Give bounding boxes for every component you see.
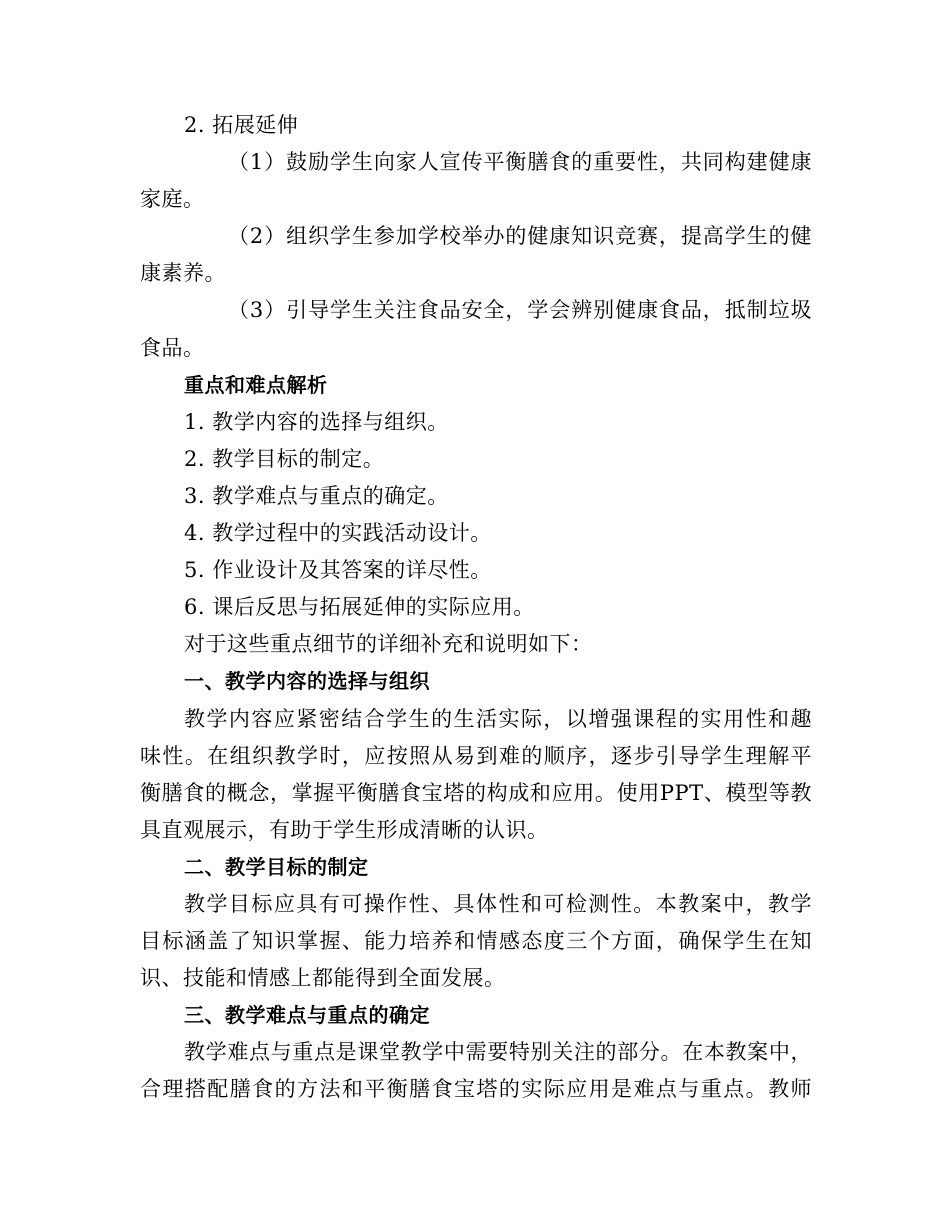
paragraph-line: 康素养。 [140,261,226,286]
document-body [140,107,812,1109]
paragraph-line: 味性。在组织教学时，应按照从易到难的顺序，逐步引导学生理解平 [140,743,812,768]
section-heading: 重点和难点解析 [184,372,328,397]
list-item: 5. 作业设计及其答案的详尽性。 [184,558,492,583]
paragraph-line: 教学内容应紧密结合学生的生活实际，以增强课程的实用性和趣 [184,706,812,731]
list-item: 2. 教学目标的制定。 [184,446,385,471]
paragraph-line: （1）鼓励学生向家人宣传平衡膳食的重要性，共同构建健康 [228,150,812,175]
paragraph-line: 合理搭配膳食的方法和平衡膳食宝塔的实际应用是难点与重点。教师 [140,1077,812,1102]
paragraph-line: 教学难点与重点是课堂教学中需要特别关注的部分。在本教案中， [184,1040,812,1065]
list-item: 1. 教学内容的选择与组织。 [184,409,449,434]
paragraph-line: 家庭。 [140,187,205,212]
paragraph-line: （2）组织学生参加学校举办的健康知识竞赛，提高学生的健 [228,224,812,249]
paragraph-line: 衡膳食的概念，掌握平衡膳食宝塔的构成和应用。使用PPT、模型等教 [140,780,812,805]
section-heading: 一、教学内容的选择与组织 [184,669,430,694]
paragraph-line: 对于这些重点细节的详细补充和说明如下： [184,632,593,657]
paragraph-line: 食品。 [140,335,205,360]
section-heading: 三、教学难点与重点的确定 [184,1003,430,1028]
paragraph-line: 具直观展示，有助于学生形成清晰的认识。 [140,817,549,842]
list-item: 4. 教学过程中的实践活动设计。 [184,521,492,546]
paragraph-line: （3）引导学生关注食品安全，学会辨别健康食品，抵制垃圾 [228,298,812,323]
list-item: 6. 课后反思与拓展延伸的实际应用。 [184,595,535,620]
list-item: 3. 教学难点与重点的确定。 [184,483,449,508]
paragraph-line: 教学目标应具有可操作性、具体性和可检测性。本教案中，教学 [184,891,812,916]
list-item: 2. 拓展延伸 [184,113,299,137]
paragraph-line: 目标涵盖了知识掌握、能力培养和情感态度三个方面，确保学生在知 [140,929,812,954]
paragraph-line: 识、技能和情感上都能得到全面发展。 [140,966,506,991]
section-heading: 二、教学目标的制定 [184,854,369,879]
